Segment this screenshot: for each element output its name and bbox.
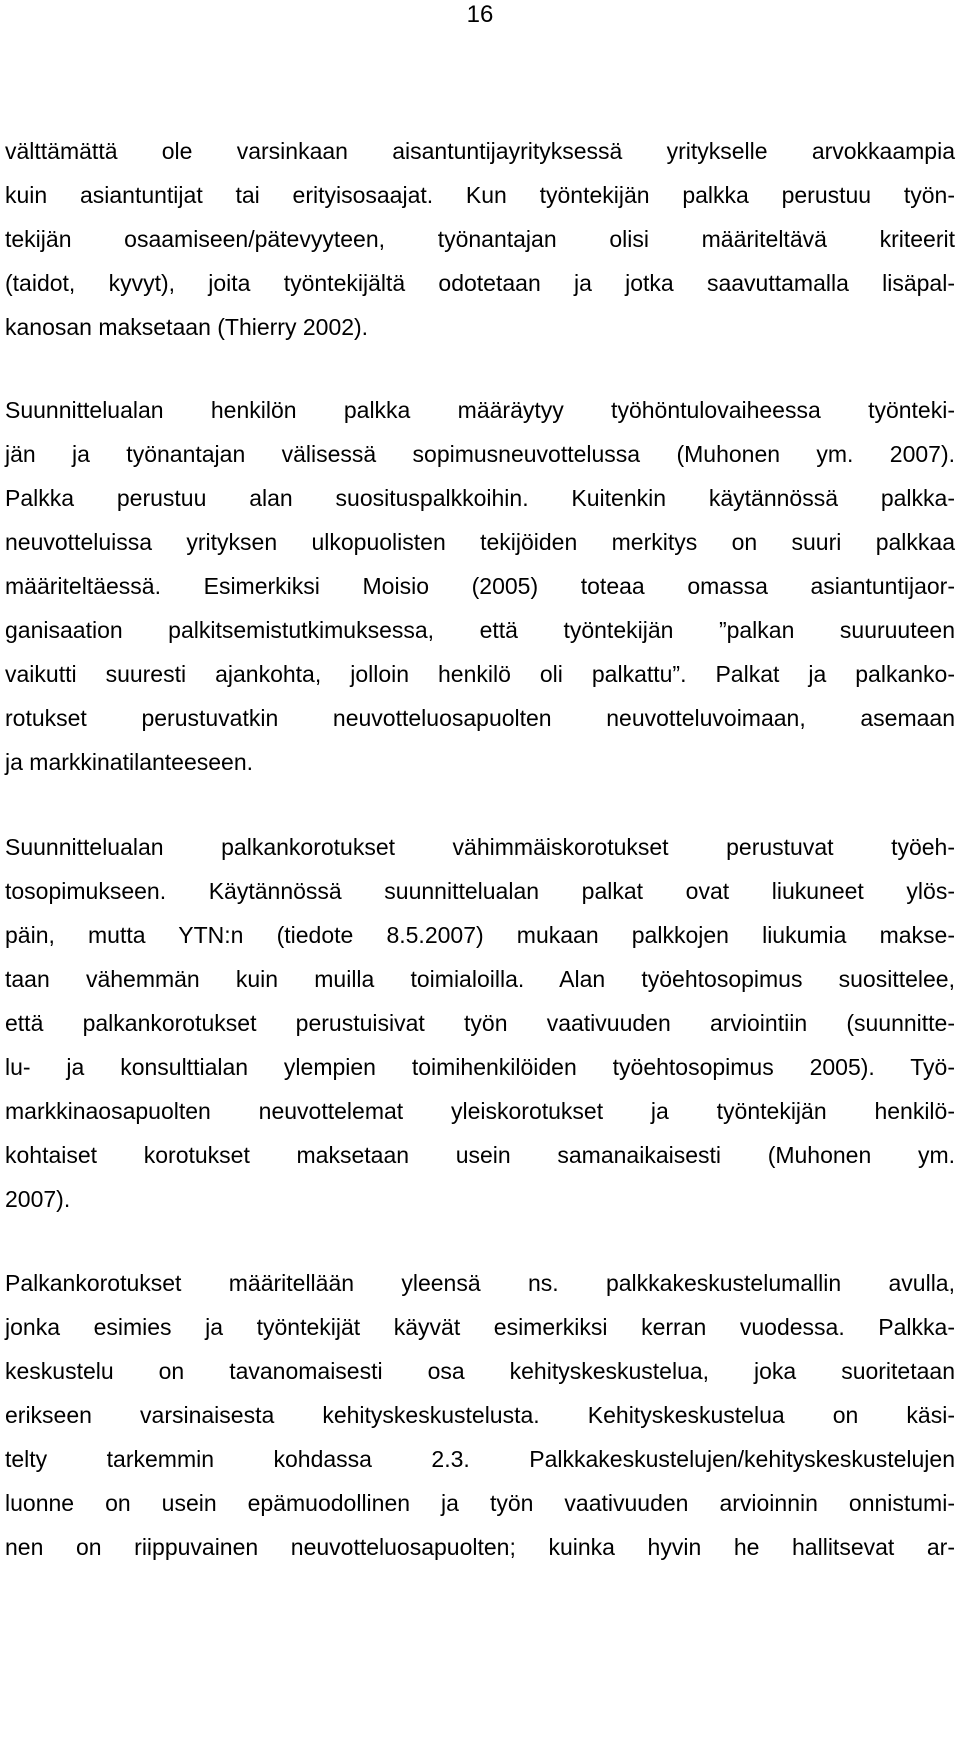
text-line: Suunnittelualan palkankorotukset vähimmäiskorotukset perustuvat työeh- — [5, 834, 955, 860]
text-line: neuvotteluissa yrityksen ulkopuolisten tekijöiden merkitys on suuri palkkaa — [5, 529, 955, 555]
page-number: 16 — [466, 1, 494, 28]
text-line: (taidot, kyvyt), joita työntekijältä odotetaan ja jotka saavuttamalla lisäpal- — [5, 270, 955, 296]
text-line: rotukset perustuvatkin neuvotteluosapuolten neuvotteluvoimaan, asemaan — [5, 705, 955, 731]
text-line: nen on riippuvainen neuvotteluosapuolten; kuinka hyvin he hallitsevat ar- — [5, 1534, 955, 1560]
text-line: Palkka perustuu alan suosituspalkkoihin. Kuitenkin käytännössä palkka- — [5, 485, 955, 511]
text-line: että palkankorotukset perustuisivat työn vaativuuden arviointiin (suunnitte- — [5, 1010, 955, 1036]
text-line: taan vähemmän kuin muilla toimialoilla. Alan työehtosopimus suosittelee, — [5, 966, 955, 992]
text-line: vaikutti suuresti ajankohta, jolloin henkilö oli palkattu”. Palkat ja palkanko- — [5, 661, 955, 687]
text-line: lu- ja konsulttialan ylempien toimihenkilöiden työehtosopimus 2005). Työ- — [5, 1054, 955, 1080]
text-line: erikseen varsinaisesta kehityskeskustelusta. Kehityskeskustelua on käsi- — [5, 1402, 955, 1428]
text-line: telty tarkemmin kohdassa 2.3. Palkkakeskustelujen/kehityskeskustelujen — [5, 1446, 955, 1472]
text-line: tekijän osaamiseen/pätevyyteen, työnantajan olisi määriteltävä kriteerit — [5, 226, 955, 252]
text-line: jän ja työnantajan välisessä sopimusneuvottelussa (Muhonen ym. 2007). — [5, 441, 955, 467]
text-line: jonka esimies ja työntekijät käyvät esimerkiksi kerran vuodessa. Palkka- — [5, 1314, 955, 1340]
text-line: päin, mutta YTN:n (tiedote 8.5.2007) mukaan palkkojen liukumia makse- — [5, 922, 955, 948]
text-line: luonne on usein epämuodollinen ja työn vaativuuden arvioinnin onnistumi- — [5, 1490, 955, 1516]
text-line: kohtaiset korotukset maksetaan usein samanaikaisesti (Muhonen ym. — [5, 1142, 955, 1168]
text-line: 2007). — [5, 1186, 71, 1212]
text-line: ja markkinatilanteeseen. — [5, 749, 254, 775]
text-line: määriteltäessä. Esimerkiksi Moisio (2005) toteaa omassa asiantuntijaor- — [5, 573, 955, 599]
text-line: välttämättä ole varsinkaan aisantuntijayrityksessä yritykselle arvokkaampia — [5, 138, 955, 164]
text-line: kanosan maksetaan (Thierry 2002). — [5, 314, 369, 340]
text-line: Palkankorotukset määritellään yleensä ns. palkkakeskustelumallin avulla, — [5, 1270, 955, 1296]
text-line: keskustelu on tavanomaisesti osa kehityskeskustelua, joka suoritetaan — [5, 1358, 955, 1384]
text-line: Suunnittelualan henkilön palkka määräytyy työhöntulovaiheessa työnteki- — [5, 397, 955, 423]
text-line: kuin asiantuntijat tai erityisosaajat. Kun työntekijän palkka perustuu työn- — [5, 182, 955, 208]
text-line: ganisaation palkitsemistutkimuksessa, että työntekijän ”palkan suuruuteen — [5, 617, 955, 643]
text-line: tosopimukseen. Käytännössä suunnittelualan palkat ovat liukuneet ylös- — [5, 878, 955, 904]
text-line: markkinaosapuolten neuvottelemat yleiskorotukset ja työntekijän henkilö- — [5, 1098, 955, 1124]
